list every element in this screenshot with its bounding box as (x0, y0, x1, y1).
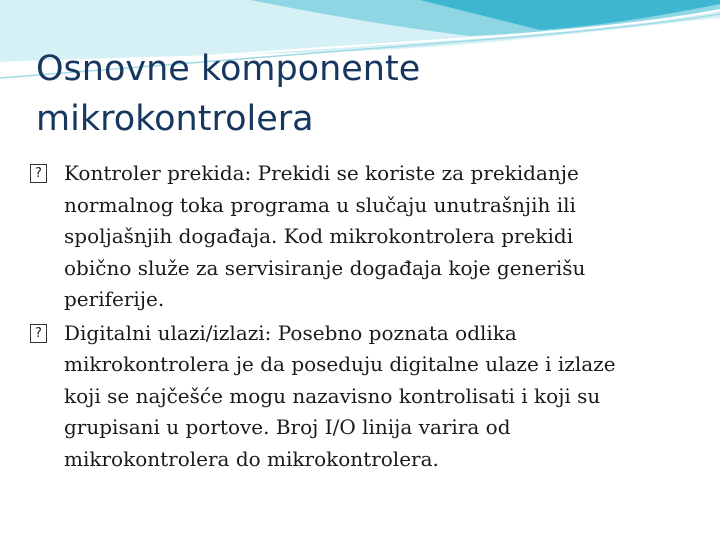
bullet-marker-icon: ? (30, 324, 47, 343)
bullet-text-line: grupisani u portove. Broj I/O linija varira od (64, 415, 511, 439)
bullet-text-line: mikrokontrolera je da poseduju digitalne ulaze i izlaze (64, 352, 616, 376)
bullet-text-line: koji se najčešće mogu nazavisno kontrolisati i koji su (64, 383, 601, 408)
slide-title (36, 44, 686, 144)
bullet-item (30, 158, 690, 316)
bullet-text-line: obično služe za servisiranje događaja koje generišu (64, 255, 586, 280)
bullet-text-line: Kontroler prekida: Prekidi se koriste za prekidanje (64, 161, 579, 185)
bullet-text-line: periferije. (64, 287, 165, 311)
slide-title-line: mikrokontrolera (36, 99, 314, 139)
bullet-text-line: spoljašnjih događaja. Kod mikrokontrolera prekidi (64, 224, 574, 248)
slide-title-line: Osnovne komponente (36, 49, 421, 89)
slide-content (30, 158, 690, 477)
bullet-item (30, 318, 690, 476)
bullet-text-line: Digitalni ulazi/izlazi: Posebno poznata odlika (64, 320, 517, 345)
bullet-marker-icon: ? (30, 164, 47, 183)
bullet-text-line: mikrokontrolera do mikrokontrolera. (64, 446, 439, 471)
bullet-text-line: normalnog toka programa u slučaju unutrašnjih ili (64, 192, 576, 217)
